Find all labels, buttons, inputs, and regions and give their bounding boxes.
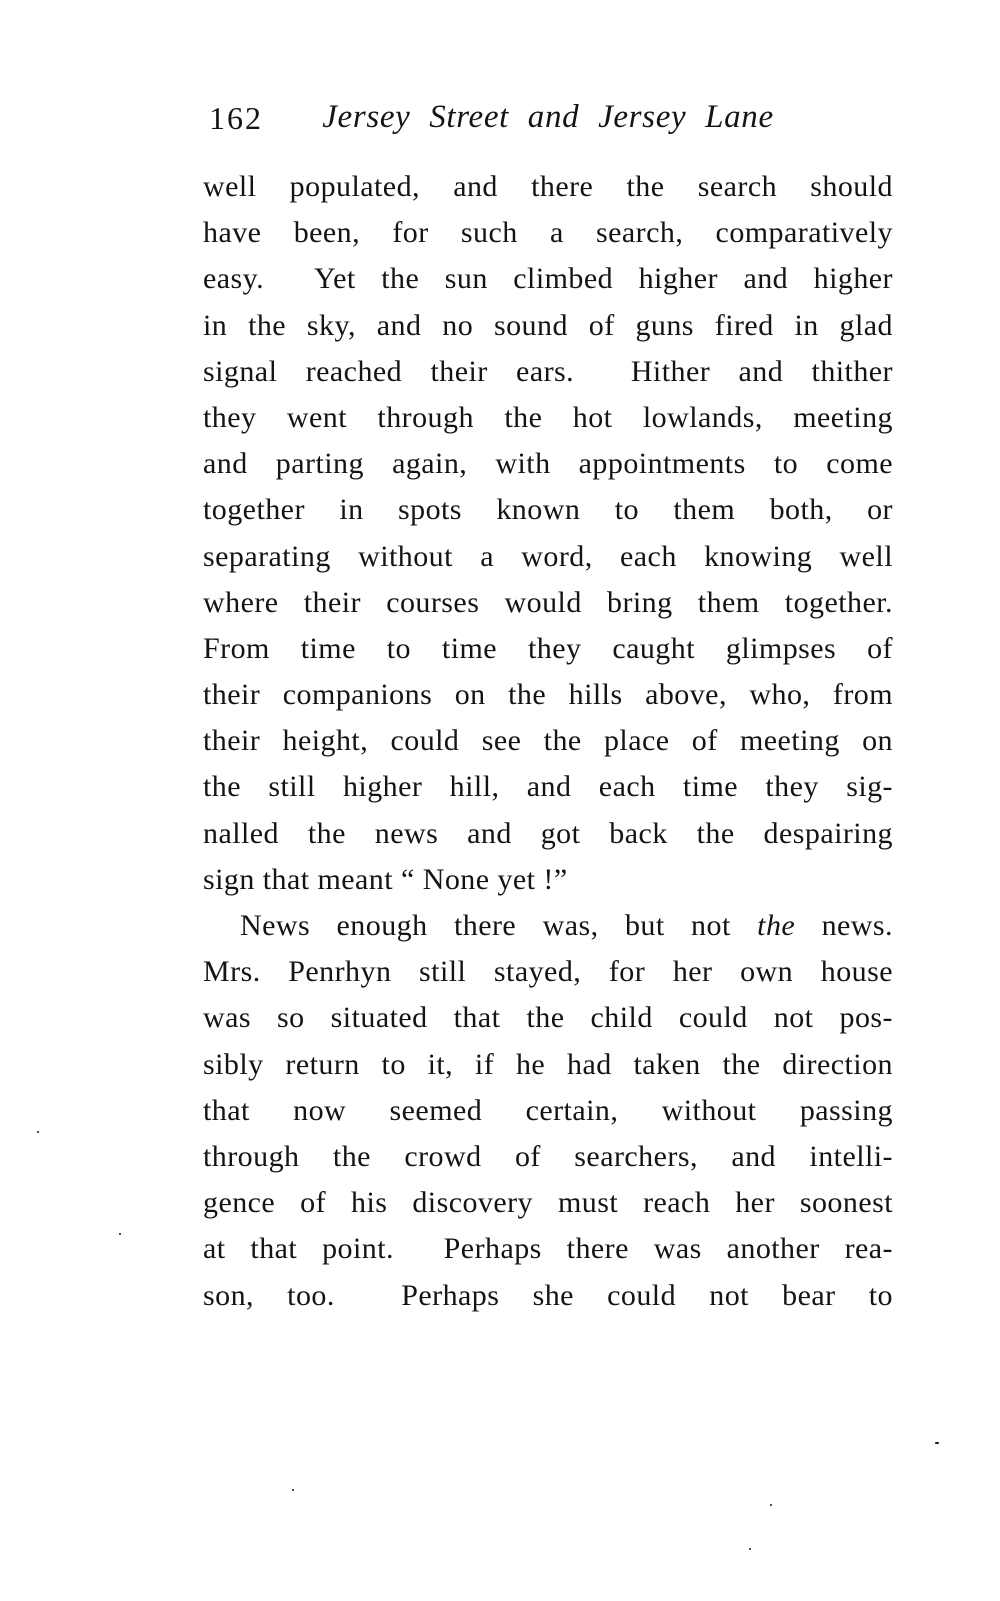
scan-speck — [292, 1489, 294, 1491]
text-line: the still higher hill, and each time they sig- — [203, 770, 893, 804]
text-line: well populated, and there the search should — [203, 170, 893, 203]
text-line: easy. Yet the sun climbed higher and higher — [203, 262, 893, 296]
text-line: their companions on the hills above, who, from — [203, 678, 893, 712]
page-body — [203, 164, 893, 1319]
text-line: where their courses would bring them together. — [203, 585, 893, 619]
scan-speck — [935, 1442, 939, 1444]
text-line: was so situated that the child could not pos- — [203, 1001, 893, 1035]
text-line: nalled the news and got back the despairing — [203, 816, 893, 850]
text-line: sibly return to it, if he had taken the direction — [203, 1047, 893, 1081]
text-line: sign that meant “ None yet !” — [203, 862, 568, 896]
page-number: 162 — [209, 100, 263, 136]
text-line: separating without a word, each knowing well — [203, 539, 893, 573]
text-line: through the crowd of searchers, and intelli- — [203, 1139, 893, 1173]
text-line: have been, for such a search, comparatively — [203, 216, 893, 250]
text-line: at that point. Perhaps there was another rea- — [203, 1232, 893, 1266]
text-line: in the sky, and no sound of guns fired in glad — [203, 308, 893, 342]
text-line: and parting again, with appointments to come — [203, 447, 893, 481]
page-header — [203, 97, 893, 141]
text-line: that now seemed certain, without passing — [203, 1093, 893, 1127]
scan-speck — [37, 1131, 39, 1133]
text-line: their height, could see the place of meeting on — [203, 724, 893, 758]
text-line: son, too. Perhaps she could not bear to — [203, 1278, 893, 1312]
scan-speck — [749, 1548, 751, 1550]
text-line: From time to time they caught glimpses of — [203, 631, 893, 665]
scan-speck — [770, 1504, 772, 1506]
text-line: gence of his discovery must reach her soonest — [203, 1186, 893, 1220]
text-line: signal reached their ears. Hither and thither — [203, 354, 893, 388]
text-line: News enough there was, but not the news. — [240, 909, 893, 942]
text-line: Mrs. Penrhyn still stayed, for her own house — [203, 955, 893, 989]
scan-speck — [119, 1233, 121, 1235]
text-line: they went through the hot lowlands, meeting — [203, 400, 893, 434]
text-line: together in spots known to them both, or — [203, 493, 893, 527]
running-title: Jersey Street and Jersey Lane — [322, 99, 774, 135]
